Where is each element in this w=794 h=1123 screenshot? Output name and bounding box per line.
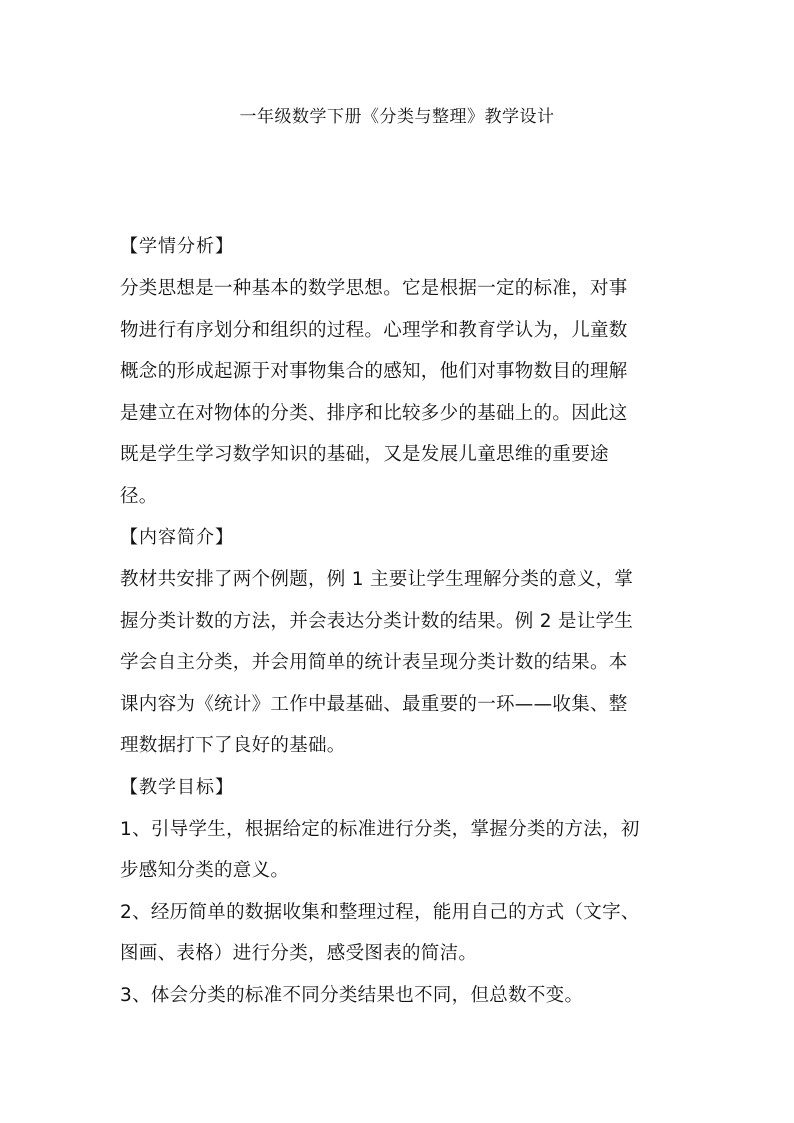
paragraph-line: 物进行有序划分和组织的过程。心理学和教育学认为，儿童数 xyxy=(120,319,628,341)
goal-line: 1、引导学生，根据给定的标准进行分类，掌握分类的方法，初 xyxy=(120,818,640,840)
paragraph-line: 学会自主分类，并会用简单的统计表呈现分类计数的结果。本 xyxy=(120,652,628,673)
paragraph-line: 概念的形成起源于对事物集合的感知，他们对事物数目的理解 xyxy=(120,361,628,382)
content-paragraph xyxy=(120,559,680,767)
goal-line: 图画、表格）进行分类，感受图表的简洁。 xyxy=(120,943,478,964)
analysis-paragraph xyxy=(120,268,680,517)
paragraph-line: 分类思想是一种基本的数学思想。它是根据一定的标准，对事 xyxy=(120,278,628,299)
document-body xyxy=(120,226,680,1016)
paragraph-line: 握分类计数的方法，并会表达分类计数的结果。例 2 是让学生 xyxy=(120,610,634,632)
goal-item-1 xyxy=(120,809,680,892)
paragraph-line: 既是学生学习数学知识的基础，又是发展儿童思维的重要途 xyxy=(120,444,609,465)
section-heading-analysis: 【学情分析】 xyxy=(120,236,234,257)
goal-line: 3、体会分类的标准不同分类结果也不同，但总数不变。 xyxy=(120,984,584,1006)
goal-line: 步感知分类的意义。 xyxy=(120,860,290,881)
paragraph-line: 是建立在对物体的分类、排序和比较多少的基础上的。因此这 xyxy=(120,402,628,424)
section-heading-goals: 【教学目标】 xyxy=(120,776,234,798)
paragraph-line: 理数据打下了良好的基础。 xyxy=(120,735,346,756)
paragraph-line: 教材共安排了两个例题，例 1 主要让学生理解分类的意义，掌 xyxy=(120,569,634,590)
document-title: 一年级数学下册《分类与整理》教学设计 xyxy=(239,107,555,127)
section-heading-content: 【内容简介】 xyxy=(120,527,234,548)
paragraph-line: 径。 xyxy=(120,485,158,507)
goal-item-2 xyxy=(120,892,680,975)
paragraph-line: 课内容为《统计》工作中最基础、最重要的一环——收集、整 xyxy=(120,693,628,715)
goal-line: 2、经历简单的数据收集和整理过程，能用自己的方式（文字、 xyxy=(120,901,640,923)
goal-item-3 xyxy=(120,975,680,1017)
